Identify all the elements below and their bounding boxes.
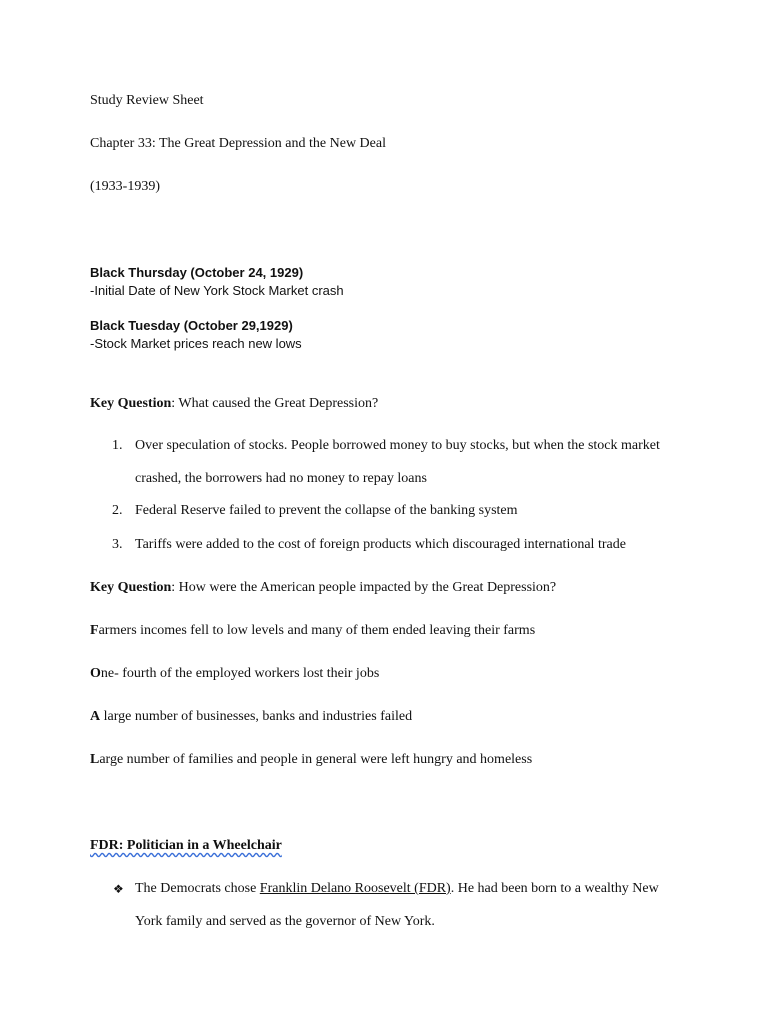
fdr-bullet-text: The Democrats chose Franklin Delano Roosevelt (FDR). He had been born to a wealthy New: [135, 881, 659, 896]
key-question-impact: Key Question: How were the American people impacted by the Great Depression?: [90, 580, 557, 595]
impact-businesses: A large number of businesses, banks and industries failed: [90, 709, 413, 724]
impact-farmers: Farmers incomes fell to low levels and many of them ended leaving their farms: [90, 623, 536, 638]
fdr-name-underlined: Franklin Delano Roosevelt (FDR): [259, 881, 451, 896]
cause-number-1: 1.: [112, 438, 123, 453]
event-detail-black-tuesday: -Stock Market prices reach new lows: [90, 336, 302, 351]
cause-text-2: Federal Reserve failed to prevent the collapse of the banking system: [135, 503, 518, 518]
event-heading-black-tuesday: Black Tuesday (October 29,1929): [90, 318, 293, 333]
event-detail-black-thursday: -Initial Date of New York Stock Market crash: [90, 283, 344, 298]
key-question-causes: Key Question: What caused the Great Depression?: [90, 396, 379, 411]
impact-workers: One- fourth of the employed workers lost their jobs: [90, 666, 380, 681]
cause-number-3: 3.: [112, 537, 123, 552]
cause-text-3: Tariffs were added to the cost of foreign products which discouraged international trade: [135, 537, 626, 552]
cause-number-2: 2.: [112, 503, 123, 518]
chapter-years: (1933-1939): [90, 179, 160, 194]
cause-text-1: Over speculation of stocks. People borrowed money to buy stocks, but when the stock market: [135, 438, 660, 453]
impact-families: Large number of families and people in general were left hungry and homeless: [90, 752, 533, 767]
cause-text-1-continued: crashed, the borrowers had no money to repay loans: [135, 471, 427, 486]
doc-title: Study Review Sheet: [90, 93, 204, 108]
event-heading-black-thursday: Black Thursday (October 24, 1929): [90, 265, 304, 280]
diamond-bullet-icon: ❖: [113, 882, 124, 896]
fdr-bullet-text-continued: York family and served as the governor of New York.: [135, 914, 435, 929]
fdr-section-heading: FDR: Politician in a Wheelchair: [90, 838, 282, 853]
chapter-title: Chapter 33: The Great Depression and the New Deal: [90, 136, 386, 151]
